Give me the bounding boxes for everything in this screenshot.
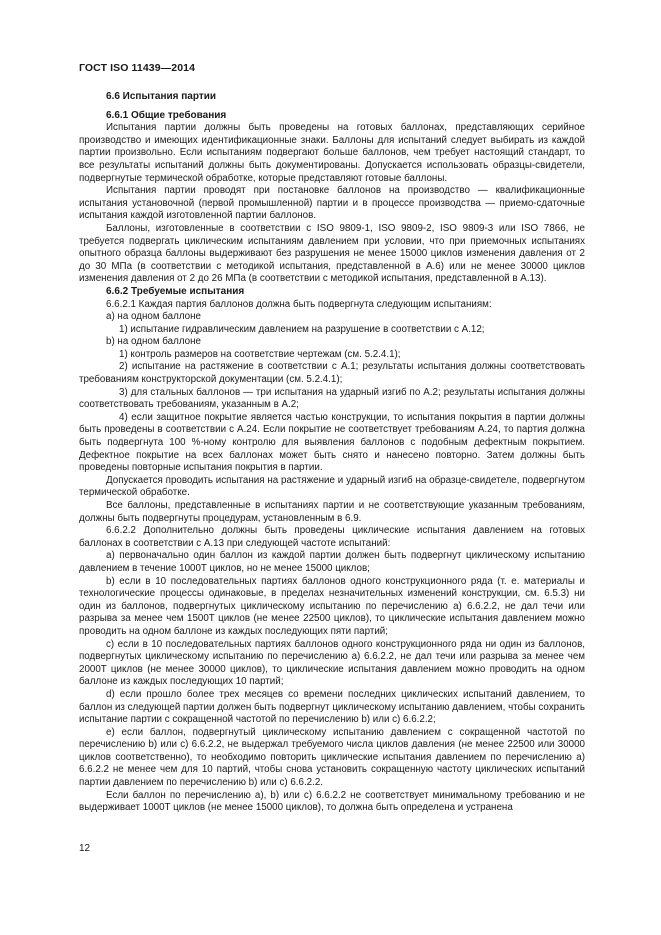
list-item: 2) испытание на растяжение в соответствии с А.1; результаты испытания должны соответствовать требованиям конструкторской документации (см. 5.2.4.1); xyxy=(79,361,585,386)
list-item: а) на одном баллоне xyxy=(106,311,201,323)
list-item: e) если баллон, подвергнутый циклическому испытанию давлением с сокращенной частотой по перечислению b) или с) 6.6.2.2, не выдержал требуемого числа циклов давления (не менее 22500 или 30000 циклов соответственно), то необходимо повторить циклические испытания давлением по перечислению а) 6.6.2.2 не менее чем для 10 партий, чтобы снова установить сокращенную частоту циклических испытаний партии давлением по перечислению b) или с) 6.6.2.2. xyxy=(79,726,585,789)
list-item: 3) для стальных баллонов — три испытания на ударный изгиб по А.2; результаты испытания должны соответствовать требованиям, указанным в А.2; xyxy=(79,386,585,411)
paragraph: 6.6.2.2 Дополнительно должны быть проведены циклические испытания давлением на готовых баллонах в соответствии с А.13 при следующей частоте испытаний: xyxy=(79,525,585,549)
list-item: c) если в 10 последовательных партиях баллонов одного конструкционного ряда ни один из баллонов, подвергнутых циклическому испытанию по перечислению а) 6.6.2.2, не дал течи или разрыва за менее чем 2000T циклов (не менее 30000 циклов), то циклические испытания давлением можно проводить на одном баллоне из каждых последующих 10 партий; xyxy=(79,638,585,688)
section-title: 6.6 Испытания партии xyxy=(106,91,217,102)
subsection-title-general: 6.6.1 Общие требования xyxy=(106,109,227,121)
subsection-title-required: 6.6.2 Требуемые испытания xyxy=(106,285,245,297)
paragraph: Испытания партии проводят при постановке баллонов на производство — квалификационные испытания установочной (первой промышленной) партии и в процессе производства — приемо-сдаточные испытания каждой изготовленной партии баллонов. xyxy=(79,185,585,222)
document-body xyxy=(79,91,585,815)
paragraph: Баллоны, изготовленные в соответствии с ISO 9809-1, ISO 9809-2, ISO 9809-3 или ISO 7866, не требуется подвергать циклическим испытаниям давлением при условии, что при приемочных испытаниях опытного образца баллоны выдерживают без разрушения не менее 15000 циклов изменения давления от 2 до 30 МПа (в соответствии с методикой испытания, представленной в А.6) или не менее 30000 циклов изменения давления от 2 до 26 МПа (в соответствии с методикой испытания, представленной в А.13). xyxy=(79,222,585,285)
list-item: 1) испытание гидравлическим давлением на разрушение в соответствии с А.12; xyxy=(119,323,485,335)
list-item: а) первоначально один баллон из каждой партии должен быть подвергнут циклическому испытанию давлением в течение 1000T циклов, но не менее 15000 циклов; xyxy=(79,550,585,574)
document-standard-title: ГОСТ ISO 11439—2014 xyxy=(79,62,196,74)
paragraph: Все баллоны, представленные в испытаниях партии и не соответствующие указанным требованиям, должны быть подвергнуты процедурам, установленным в 6.9. xyxy=(79,500,585,524)
list-item: b) на одном баллоне xyxy=(106,336,201,348)
list-item: d) если прошло более трех месяцев со времени последних циклических испытаний давлением, то баллон из следующей партии должен быть подвергнут циклическому испытанию давлением, чтобы сохранить испытание партии с сокращенной частотой по перечислению b) или с) 6.6.2.2; xyxy=(79,688,585,726)
list-item: 1) контроль размеров на соответствие чертежам (см. 5.2.4.1); xyxy=(119,348,401,360)
paragraph: Испытания партии должны быть проведены на готовых баллонах, представляющих серийное производство и имеющих идентификационные знаки. Баллоны для испытаний следует выбирать из каждой партии произвольно. Если испытаниям подвергают больше баллонов, чем требует настоящий стандарт, то все результаты испытаний должны быть документированы. Допускается использовать образцы-свидетели, подвергнутые термической обработке, которые представляют готовые баллоны. xyxy=(79,122,585,184)
page-number: 12 xyxy=(79,843,91,854)
list-item: b) если в 10 последовательных партиях баллонов одного конструкционного ряда (т. е. материалы и технологические процессы одинаковые, в пределах незначительных изменений конструкции, см. 6.5.3) ни один из баллонов, подвергнутых циклическому испытанию по перечислению а) 6.6.2.2, не дал течи или разрыва за менее чем 1500T циклов (не менее 22500 циклов), то циклические испытания давлением можно проводить на одном баллоне из каждых последующих пяти партий; xyxy=(79,575,585,637)
paragraph: Если баллон по перечислению а), b) или с) 6.6.2.2 не соответствует минимальному требованию и не выдерживает 1000T циклов (не менее 15000 циклов), то должна быть определена и устранена xyxy=(79,789,585,814)
paragraph: 6.6.2.1 Каждая партия баллонов должна быть подвергнута следующим испытаниям: xyxy=(106,298,492,310)
list-item: 4) если защитное покрытие является частью конструкции, то испытания покрытия в партии должны быть проведены в соответствии с А.24. Если покрытие не соответствует требованиям А.24, то партия должна быть подвергнута 100 %-ному контролю для выявления баллонов с подобным дефектным покрытием. Дефектное покрытие на всех баллонах может быть снято и нанесено повторно. Затем должны быть проведены повторные испытания покрытия в партии. xyxy=(79,411,585,474)
paragraph: Допускается проводить испытания на растяжение и ударный изгиб на образце-свидетеле, подвергнутом термической обработке. xyxy=(79,474,585,499)
